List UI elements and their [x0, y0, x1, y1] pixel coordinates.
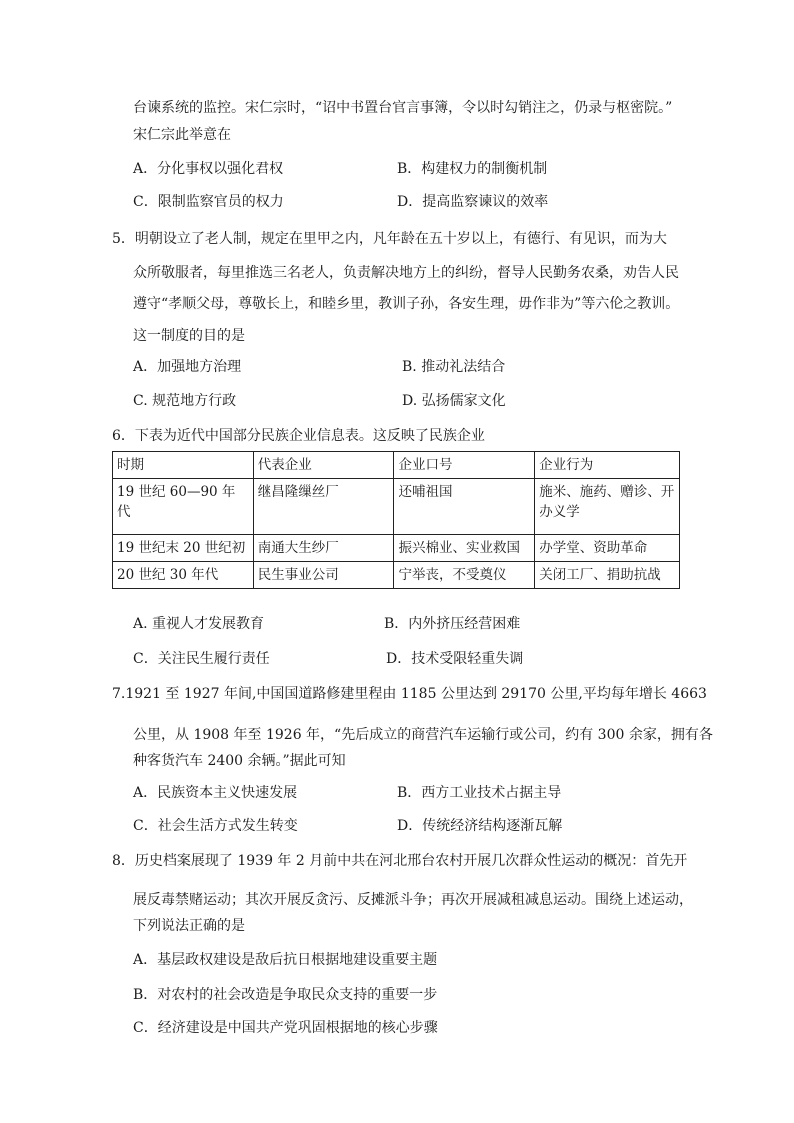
- q6-stem: 6．下表为近代中国部分民族企业信息表。这反映了民族企业: [112, 428, 485, 444]
- table-cell: 振兴棉业、实业救国: [394, 535, 535, 562]
- q8-text-line3: 下列说法正确的是: [133, 918, 245, 934]
- table-header-cell: 代表企业: [253, 452, 394, 479]
- table-header-row: [113, 452, 680, 479]
- q7-text-line1: 7.1921 至 1927 年间,中国国道路修建里程由 1185 公里达到 29170 公里,平均每年增长 4663: [112, 686, 707, 702]
- table-cell: 19 世纪 60—90 年代: [113, 479, 254, 535]
- q7-option-c: C．社会生活方式发生转变: [133, 818, 298, 834]
- q8-option-b: B．对农村的社会改造是争取民众支持的重要一步: [133, 987, 438, 1003]
- q8-text-line1: 8．历史档案展现了 1939 年 2 月前中共在河北邢台农村开展几次群众性运动的概况：首先开: [112, 853, 688, 869]
- enterprise-info-table: [112, 451, 680, 589]
- q7-option-a: A．民族资本主义快速发展: [133, 785, 298, 801]
- table-cell: 施米、施药、赠诊、开办义学: [535, 479, 680, 535]
- table-cell: 宁举丧，不受奠仪: [394, 562, 535, 589]
- q6-option-a: A. 重视人才发展教育: [133, 616, 265, 632]
- q6-option-c: C．关注民生履行责任: [133, 651, 270, 667]
- q5-option-a: A．加强地方治理: [133, 359, 242, 375]
- q7-text-line3: 种客货汽车 2400 余辆。”据此可知: [133, 753, 346, 769]
- table-header-cell: 企业行为: [535, 452, 680, 479]
- q8-option-c: C．经济建设是中国共产党巩固根据地的核心步骤: [133, 1020, 438, 1036]
- table-cell: 19 世纪末 20 世纪初: [113, 535, 254, 562]
- q5-text-line4: 这一制度的目的是: [133, 328, 245, 344]
- table-cell: 民生事业公司: [253, 562, 394, 589]
- table-row: [113, 479, 680, 535]
- q4-option-d: D．提高监察谏议的效率: [397, 194, 549, 210]
- q5-option-c: C. 规范地方行政: [133, 393, 237, 409]
- q6-option-b: B．内外挤压经营困难: [384, 616, 521, 632]
- q4-option-b: B．构建权力的制衡机制: [397, 161, 548, 177]
- q4-option-a: A．分化事权以强化君权: [133, 161, 284, 177]
- table-cell: 还哺祖国: [394, 479, 535, 535]
- q8-option-a: A．基层政权建设是敌后抗日根据地建设重要主题: [133, 952, 438, 968]
- q5-option-b: B. 推动礼法结合: [402, 359, 506, 375]
- q7-option-b: B．西方工业技术占据主导: [397, 785, 562, 801]
- table-cell: 南通大生纱厂: [253, 535, 394, 562]
- table-row: [113, 535, 680, 562]
- q4-text-line2: 宋仁宗此举意在: [133, 127, 231, 143]
- q8-text-line2: 展反毒禁赌运动；其次开展反贪污、反摊派斗争；再次开展减租减息运动。围绕上述运动，: [133, 892, 693, 908]
- table-header-cell: 时期: [113, 452, 254, 479]
- table-row: [113, 562, 680, 589]
- table-cell: 办学堂、资助革命: [535, 535, 680, 562]
- q5-option-d: D. 弘扬儒家文化: [402, 393, 506, 409]
- q4-option-c: C．限制监察官员的权力: [133, 194, 284, 210]
- q7-option-d: D．传统经济结构逐渐瓦解: [397, 818, 563, 834]
- q7-text-line2: 公里，从 1908 年至 1926 年，“先后成立的商营汽车运输行或公司，约有 300 余家，拥有各: [133, 727, 713, 743]
- q5-text-line1: 5．明朝设立了老人制，规定在里甲之内，凡年龄在五十岁以上，有德行、有见识，而为大: [112, 231, 667, 247]
- table-cell: 继昌隆缫丝厂: [253, 479, 394, 535]
- table-cell: 20 世纪 30 年代: [113, 562, 254, 589]
- table-header-cell: 企业口号: [394, 452, 535, 479]
- q5-text-line2: 众所敬服者，每里推选三名老人，负责解决地方上的纠纷，督导人民勤务农桑，劝告人民: [133, 265, 679, 281]
- table-cell: 关闭工厂、捐助抗战: [535, 562, 680, 589]
- q5-text-line3: 遵守“孝顺父母，尊敬长上，和睦乡里，教训子孙，各安生理，毋作非为”等六伦之教训。: [133, 296, 680, 312]
- q6-option-d: D．技术受限轻重失调: [386, 651, 524, 667]
- q4-text-line1: 台谏系统的监控。宋仁宗时，“诏中书置台官言事簿，令以时勾销注之，仍录与枢密院。”: [133, 100, 673, 116]
